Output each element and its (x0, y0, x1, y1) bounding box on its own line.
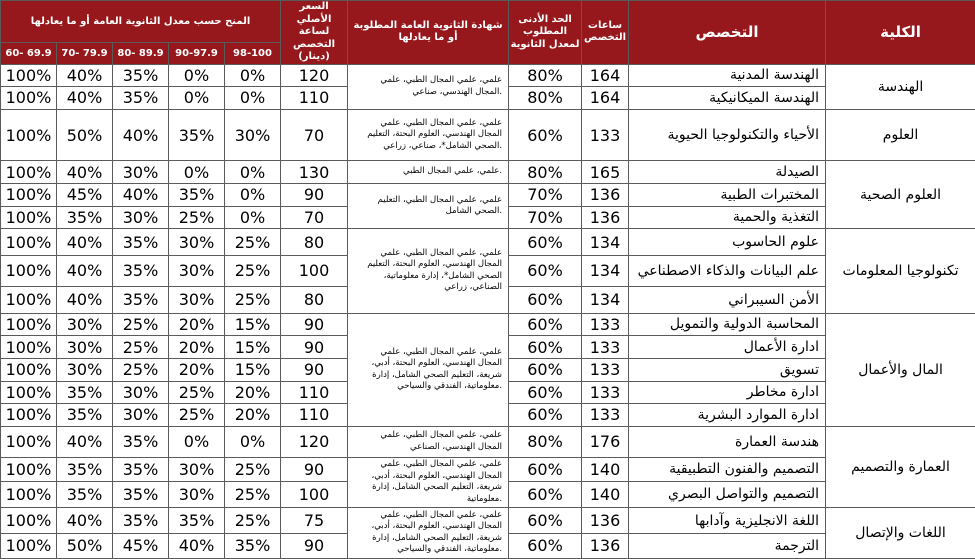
grant-cell: 100% (1, 426, 57, 457)
certificate-cell: علمي، علمي المجال الطبي، علمي المجال الهندسي، العلوم البحتة، أدبي، شريعة، التعليم الصحي الشامل، إدارة معلوماتية، الفندقي والسياحي. (348, 508, 509, 558)
hours-cell: 136 (582, 206, 629, 229)
price-cell: 90 (281, 313, 348, 336)
grant-cell: 100% (1, 336, 57, 359)
price-cell: 100 (281, 255, 348, 286)
certificate-cell: علمي، علمي المجال الطبي، علمي المجال الهندسي، العلوم البحتة، أدبي، شريعة، التعليم الصحي الشامل، إدارة معلوماتية، الفندقي والسياحي. (348, 313, 509, 426)
certificate-cell: علمي، علمي المجال الطبي، علمي المجال الهندسي، الصناعي (348, 426, 509, 457)
price-cell: 90 (281, 183, 348, 206)
certificate-cell: علمي، علمي المجال الطبي، علمي المجال الهندسي، العلوم البحتة، التعليم الصحي الشامل*، صناعي، زراعي. (348, 109, 509, 160)
grant-cell: 100% (1, 508, 57, 534)
grant-cell: 20% (225, 381, 281, 404)
price-cell: 75 (281, 508, 348, 534)
major-cell: علم البيانات والذكاء الاصطناعي (629, 255, 826, 286)
hours-cell: 176 (582, 426, 629, 457)
min-average-cell: 80% (509, 87, 582, 110)
grant-cell: 40% (57, 229, 113, 256)
certificate-cell: علمي، علمي المجال الطبي، علمي المجال الهندسي، العلوم البحتة، أدبي، شريعة، التعليم الصحي الشامل، إدارة معلوماتية. (348, 457, 509, 507)
grant-cell: 25% (113, 358, 169, 381)
band-header: 60- 69.9 (1, 43, 57, 64)
hours-cell: 165 (582, 161, 629, 184)
grant-cell: 40% (57, 255, 113, 286)
grant-cell: 30% (57, 336, 113, 359)
certificate-cell: علمي، علمي المجال الطبي، علمي المجال الهندسي، صناعي. (348, 64, 509, 109)
certificate-cell: علمي، علمي المجال الطبي. (348, 161, 509, 184)
price-cell: 70 (281, 109, 348, 160)
grant-cell: 35% (113, 286, 169, 313)
grant-cell: 45% (57, 183, 113, 206)
major-cell: علوم الحاسوب (629, 229, 826, 256)
grant-cell: 30% (113, 381, 169, 404)
grant-cell: 0% (225, 426, 281, 457)
price-cell: 110 (281, 381, 348, 404)
grant-cell: 0% (225, 206, 281, 229)
price-header: السعر الأصلي لساعة التخصص (دينار) (281, 1, 348, 65)
hours-cell: 134 (582, 286, 629, 313)
grant-cell: 30% (169, 481, 225, 507)
grant-cell: 25% (225, 286, 281, 313)
table-row (1, 229, 975, 256)
hours-header: ساعات التخصص (582, 1, 629, 65)
major-cell: ادارة الأعمال (629, 336, 826, 359)
grant-cell: 100% (1, 381, 57, 404)
grant-cell: 100% (1, 358, 57, 381)
grant-cell: 35% (113, 508, 169, 534)
grant-cell: 25% (169, 206, 225, 229)
table-body (1, 64, 975, 558)
grant-cell: 15% (225, 358, 281, 381)
grant-cell: 30% (113, 404, 169, 427)
grant-cell: 35% (113, 255, 169, 286)
grant-cell: 35% (57, 457, 113, 481)
band-header: 70- 79.9 (57, 43, 113, 64)
hours-cell: 133 (582, 336, 629, 359)
hours-cell: 136 (582, 508, 629, 534)
grant-cell: 35% (113, 426, 169, 457)
grant-cell: 35% (57, 404, 113, 427)
grant-cell: 40% (57, 161, 113, 184)
min-average-cell: 60% (509, 358, 582, 381)
price-cell: 80 (281, 229, 348, 256)
certificate-header: شهادة الثانوية العامة المطلوبة أو ما يعادلها (348, 1, 509, 65)
major-cell: التصميم والفنون التطبيقية (629, 457, 826, 481)
hours-cell: 136 (582, 534, 629, 558)
grant-cell: 50% (57, 109, 113, 160)
min-average-cell: 60% (509, 534, 582, 558)
major-cell: التصميم والتواصل البصري (629, 481, 826, 507)
certificate-cell: علمي، علمي المجال الطبي، التعليم الصحي الشامل. (348, 183, 509, 228)
grant-cell: 40% (113, 109, 169, 160)
grant-cell: 35% (113, 457, 169, 481)
grant-cell: 20% (169, 358, 225, 381)
major-cell: ادارة الموارد البشرية (629, 404, 826, 427)
min-average-cell: 70% (509, 206, 582, 229)
grant-cell: 25% (225, 508, 281, 534)
hours-cell: 133 (582, 404, 629, 427)
major-cell: المحاسبة الدولية والتمويل (629, 313, 826, 336)
grant-cell: 100% (1, 109, 57, 160)
price-cell: 90 (281, 358, 348, 381)
grant-cell: 25% (169, 404, 225, 427)
grant-cell: 30% (113, 161, 169, 184)
grant-cell: 40% (57, 286, 113, 313)
college-cell: العلوم (826, 109, 975, 160)
hours-cell: 164 (582, 64, 629, 87)
major-cell: التغذية والحمية (629, 206, 826, 229)
major-cell: الأحياء والتكنولوجيا الحيوية (629, 109, 826, 160)
grant-cell: 100% (1, 183, 57, 206)
grant-cell: 0% (225, 161, 281, 184)
table-row (1, 161, 975, 184)
grant-cell: 30% (169, 286, 225, 313)
college-cell: تكنولوجيا المعلومات (826, 229, 975, 313)
grant-cell: 40% (57, 87, 113, 110)
price-cell: 90 (281, 534, 348, 558)
grant-cell: 15% (225, 336, 281, 359)
grant-cell: 35% (169, 508, 225, 534)
grant-cell: 35% (113, 87, 169, 110)
table-row (1, 109, 975, 160)
grant-cell: 40% (169, 534, 225, 558)
hours-cell: 134 (582, 255, 629, 286)
grant-cell: 0% (225, 64, 281, 87)
min-average-cell: 80% (509, 64, 582, 87)
major-cell: المختبرات الطبية (629, 183, 826, 206)
grant-cell: 20% (169, 313, 225, 336)
grant-cell: 0% (225, 183, 281, 206)
grant-cell: 100% (1, 161, 57, 184)
grant-cell: 25% (225, 255, 281, 286)
grant-cell: 25% (113, 336, 169, 359)
major-cell: الترجمة (629, 534, 826, 558)
grant-cell: 0% (169, 426, 225, 457)
price-cell: 70 (281, 206, 348, 229)
grants-header: المنح حسب معدل الثانوية العامة أو ما يعادلها (1, 1, 281, 43)
grant-cell: 0% (169, 161, 225, 184)
grant-cell: 25% (113, 313, 169, 336)
major-cell: ادارة مخاطر (629, 381, 826, 404)
price-cell: 90 (281, 457, 348, 481)
certificate-cell: علمي، علمي المجال الطبي، علمي المجال الهندسي، العلوم البحتة، التعليم الصحي الشامل*، إدارة معلوماتية، الصناعي، زراعي (348, 229, 509, 313)
grant-cell: 100% (1, 457, 57, 481)
grant-cell: 40% (57, 508, 113, 534)
min-average-cell: 60% (509, 229, 582, 256)
grant-cell: 35% (113, 229, 169, 256)
grant-cell: 40% (57, 426, 113, 457)
hours-cell: 133 (582, 381, 629, 404)
grant-cell: 100% (1, 255, 57, 286)
major-header: التخصص (629, 1, 826, 65)
grant-cell: 25% (225, 229, 281, 256)
grant-cell: 0% (169, 64, 225, 87)
major-cell: هندسة العمارة (629, 426, 826, 457)
hours-cell: 140 (582, 481, 629, 507)
grant-cell: 100% (1, 286, 57, 313)
major-cell: تسويق (629, 358, 826, 381)
grant-cell: 100% (1, 404, 57, 427)
grant-cell: 35% (169, 183, 225, 206)
grant-cell: 30% (169, 229, 225, 256)
min-average-cell: 60% (509, 481, 582, 507)
college-cell: المال والأعمال (826, 313, 975, 426)
grant-cell: 30% (169, 457, 225, 481)
college-cell: اللغات والإتصال (826, 508, 975, 558)
grant-cell: 25% (225, 481, 281, 507)
min-average-cell: 80% (509, 161, 582, 184)
min-average-cell: 80% (509, 426, 582, 457)
table-row (1, 64, 975, 87)
price-cell: 110 (281, 87, 348, 110)
college-header: الكلية (826, 1, 975, 65)
price-cell: 120 (281, 64, 348, 87)
grant-cell: 100% (1, 206, 57, 229)
hours-cell: 164 (582, 87, 629, 110)
table-row (1, 508, 975, 534)
grant-cell: 30% (225, 109, 281, 160)
grant-cell: 0% (225, 87, 281, 110)
grant-cell: 100% (1, 87, 57, 110)
grant-cell: 30% (113, 206, 169, 229)
grant-cell: 35% (169, 109, 225, 160)
grant-cell: 35% (57, 481, 113, 507)
min-average-cell: 60% (509, 336, 582, 359)
grant-cell: 40% (113, 183, 169, 206)
price-cell: 80 (281, 286, 348, 313)
hours-cell: 133 (582, 313, 629, 336)
grant-cell: 100% (1, 534, 57, 558)
min-average-cell: 70% (509, 183, 582, 206)
price-cell: 130 (281, 161, 348, 184)
min-average-cell: 60% (509, 313, 582, 336)
band-header: 98-100 (225, 43, 281, 64)
college-cell: العمارة والتصميم (826, 426, 975, 507)
table-row (1, 313, 975, 336)
grant-cell: 100% (1, 229, 57, 256)
college-cell: العلوم الصحية (826, 161, 975, 229)
hours-cell: 133 (582, 109, 629, 160)
grant-cell: 25% (225, 457, 281, 481)
grant-cell: 100% (1, 64, 57, 87)
grant-cell: 20% (225, 404, 281, 427)
band-header: 80- 89.9 (113, 43, 169, 64)
grant-cell: 15% (225, 313, 281, 336)
grant-cell: 45% (113, 534, 169, 558)
min-average-header: الحد الأدنى المطلوب لمعدل الثانوية (509, 1, 582, 65)
grant-cell: 35% (113, 64, 169, 87)
min-average-cell: 60% (509, 255, 582, 286)
grant-cell: 30% (57, 313, 113, 336)
hours-cell: 140 (582, 457, 629, 481)
grant-cell: 35% (225, 534, 281, 558)
major-cell: الهندسة المدنية (629, 64, 826, 87)
grant-cell: 40% (57, 64, 113, 87)
min-average-cell: 60% (509, 109, 582, 160)
hours-cell: 134 (582, 229, 629, 256)
major-cell: الهندسة الميكانيكية (629, 87, 826, 110)
grant-cell: 20% (169, 336, 225, 359)
grant-cell: 30% (169, 255, 225, 286)
min-average-cell: 60% (509, 286, 582, 313)
grant-cell: 30% (57, 358, 113, 381)
band-header: 90-97.9 (169, 43, 225, 64)
grant-cell: 35% (57, 206, 113, 229)
min-average-cell: 60% (509, 404, 582, 427)
grant-cell: 35% (113, 481, 169, 507)
grant-cell: 50% (57, 534, 113, 558)
major-cell: اللغة الانجليزية وآدابها (629, 508, 826, 534)
grant-cell: 0% (169, 87, 225, 110)
hours-cell: 133 (582, 358, 629, 381)
college-cell: الهندسة (826, 64, 975, 109)
price-cell: 100 (281, 481, 348, 507)
price-cell: 90 (281, 336, 348, 359)
price-cell: 120 (281, 426, 348, 457)
grant-cell: 25% (169, 381, 225, 404)
grant-cell: 35% (57, 381, 113, 404)
min-average-cell: 60% (509, 508, 582, 534)
grant-cell: 100% (1, 481, 57, 507)
grant-cell: 100% (1, 313, 57, 336)
major-cell: الصيدلة (629, 161, 826, 184)
hours-cell: 136 (582, 183, 629, 206)
major-cell: الأمن السيبراني (629, 286, 826, 313)
table-row (1, 426, 975, 457)
min-average-cell: 60% (509, 457, 582, 481)
price-cell: 110 (281, 404, 348, 427)
min-average-cell: 60% (509, 381, 582, 404)
